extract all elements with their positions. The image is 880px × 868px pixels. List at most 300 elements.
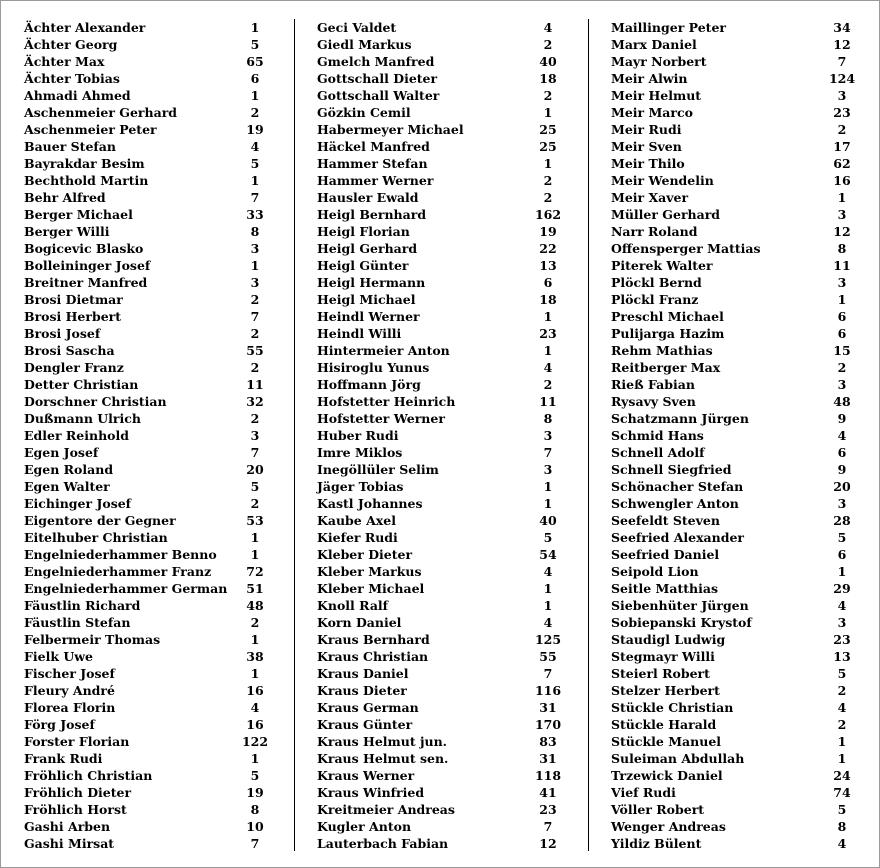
list-item (24, 631, 274, 648)
player-name: Schmid Hans (611, 428, 704, 443)
goal-count: 5 (837, 530, 847, 545)
list-item (611, 342, 856, 359)
list-item (24, 223, 274, 240)
goal-count: 2 (543, 88, 553, 103)
list-item (317, 121, 567, 138)
list-item (611, 733, 856, 750)
player-name: Müller Gerhard (611, 207, 721, 222)
player-name: Sobiepanski Krystof (611, 615, 752, 630)
goal-count: 1 (250, 258, 260, 273)
list-item (317, 495, 567, 512)
player-name: Heindl Willi (317, 326, 402, 341)
goal-count: 23 (833, 105, 851, 120)
player-name: Kraus Werner (317, 768, 415, 783)
player-name: Offensperger Mattias (611, 241, 761, 256)
goal-count: 20 (246, 462, 264, 477)
player-name: Brosi Dietmar (24, 292, 123, 307)
goal-count: 3 (250, 241, 260, 256)
goal-count: 2 (837, 122, 847, 137)
list-item (611, 325, 856, 342)
list-item (317, 393, 567, 410)
list-item (611, 240, 856, 257)
goal-count: 5 (837, 802, 847, 817)
list-item (611, 801, 856, 818)
player-name: Ächter Alexander (24, 20, 146, 35)
player-name: Bayrakdar Besim (24, 156, 145, 171)
player-name: Schönacher Stefan (611, 479, 744, 494)
player-name: Dengler Franz (24, 360, 124, 375)
player-name: Pulijarga Hazim (611, 326, 725, 341)
player-name: Meir Rudi (611, 122, 682, 137)
list-item (317, 325, 567, 342)
list-item (24, 257, 274, 274)
player-name: Vief Rudi (611, 785, 676, 800)
player-name: Stückle Manuel (611, 734, 722, 749)
list-item (611, 410, 856, 427)
list-item (611, 529, 856, 546)
list-item (24, 359, 274, 376)
goal-count: 33 (246, 207, 264, 222)
goal-count: 3 (837, 496, 847, 511)
goal-count: 7 (250, 309, 260, 324)
goal-count: 125 (534, 632, 562, 647)
goal-count: 162 (534, 207, 562, 222)
player-name: Fäustlin Stefan (24, 615, 131, 630)
goal-count: 8 (250, 802, 260, 817)
goal-count: 3 (543, 462, 553, 477)
list-item (611, 835, 856, 852)
player-name: Gmelch Manfred (317, 54, 435, 69)
goal-count: 18 (539, 71, 557, 86)
list-item (24, 172, 274, 189)
player-name: Siebenhüter Jürgen (611, 598, 749, 613)
list-item (24, 189, 274, 206)
list-item (317, 53, 567, 70)
player-name: Bechthold Martin (24, 173, 149, 188)
goal-count: 1 (543, 156, 553, 171)
goal-count: 118 (534, 768, 562, 783)
player-name: Bolleininger Josef (24, 258, 151, 273)
goal-count: 4 (543, 564, 553, 579)
list-item (317, 835, 567, 852)
player-name: Heigl Gerhard (317, 241, 418, 256)
player-name: Giedl Markus (317, 37, 412, 52)
player-name: Reitberger Max (611, 360, 721, 375)
list-item (317, 665, 567, 682)
goal-count: 124 (828, 71, 856, 86)
goal-count: 5 (250, 768, 260, 783)
list-item (317, 716, 567, 733)
player-name: Fröhlich Horst (24, 802, 127, 817)
goal-count: 170 (534, 717, 562, 732)
goal-count: 53 (246, 513, 264, 528)
player-name: Rieß Fabian (611, 377, 695, 392)
player-name: Bogicevic Blasko (24, 241, 144, 256)
player-name: Meir Thilo (611, 156, 685, 171)
player-name: Rehm Mathias (611, 343, 713, 358)
list-item (24, 53, 274, 70)
player-name: Kleber Dieter (317, 547, 413, 562)
goal-count: 1 (543, 105, 553, 120)
player-name: Brosi Sascha (24, 343, 115, 358)
player-name: Kugler Anton (317, 819, 412, 834)
player-name: Seefeldt Steven (611, 513, 720, 528)
player-name: Dorschner Christian (24, 394, 167, 409)
list-item (24, 835, 274, 852)
player-name: Kraus Günter (317, 717, 413, 732)
player-name: Aschenmeier Peter (24, 122, 157, 137)
player-name: Egen Josef (24, 445, 99, 460)
player-name: Bauer Stefan (24, 139, 116, 154)
goal-count: 1 (543, 581, 553, 596)
list-item (611, 257, 856, 274)
list-item (24, 699, 274, 716)
goal-count: 7 (543, 819, 553, 834)
goal-count: 1 (250, 547, 260, 562)
goal-count: 2 (837, 360, 847, 375)
player-name: Seipold Lion (611, 564, 699, 579)
player-name: Detter Christian (24, 377, 139, 392)
player-name: Knoll Ralf (317, 598, 389, 613)
list-item (24, 767, 274, 784)
goal-count: 1 (543, 496, 553, 511)
player-name: Edler Reinhold (24, 428, 129, 443)
list-item (24, 529, 274, 546)
list-item (24, 427, 274, 444)
goal-count: 7 (837, 54, 847, 69)
player-name: Fischer Josef (24, 666, 115, 681)
list-item (24, 750, 274, 767)
goal-count: 31 (539, 751, 557, 766)
player-name: Heigl Hermann (317, 275, 426, 290)
list-item (317, 36, 567, 53)
list-item (24, 665, 274, 682)
list-item (24, 733, 274, 750)
list-item (611, 512, 856, 529)
list-item (24, 36, 274, 53)
goal-count: 1 (837, 751, 847, 766)
goal-count: 2 (250, 615, 260, 630)
goal-count: 2 (250, 105, 260, 120)
goal-count: 83 (539, 734, 557, 749)
list-item (24, 291, 274, 308)
list-item (317, 461, 567, 478)
goal-count: 72 (246, 564, 264, 579)
list-item (317, 410, 567, 427)
list-item (611, 308, 856, 325)
goal-count: 1 (837, 190, 847, 205)
goal-count: 4 (543, 615, 553, 630)
goal-count: 5 (543, 530, 553, 545)
goal-count: 8 (837, 819, 847, 834)
goal-count: 29 (833, 581, 851, 596)
goal-count: 11 (833, 258, 851, 273)
list-item (611, 580, 856, 597)
list-item (611, 563, 856, 580)
player-name: Stelzer Herbert (611, 683, 720, 698)
list-item (24, 342, 274, 359)
list-item (317, 376, 567, 393)
list-item (317, 427, 567, 444)
goal-count: 19 (246, 122, 264, 137)
list-item (611, 172, 856, 189)
goal-count: 1 (250, 751, 260, 766)
list-item (611, 274, 856, 291)
list-item (317, 529, 567, 546)
player-name: Mayr Norbert (611, 54, 707, 69)
list-item (317, 189, 567, 206)
list-item (611, 699, 856, 716)
goal-count: 13 (833, 649, 851, 664)
player-name: Meir Marco (611, 105, 693, 120)
player-name: Meir Alwin (611, 71, 688, 86)
list-item (24, 376, 274, 393)
player-name: Plöckl Bernd (611, 275, 702, 290)
player-name: Ächter Max (24, 54, 105, 69)
list-item (611, 648, 856, 665)
player-name: Meir Sven (611, 139, 682, 154)
player-name: Dußmann Ulrich (24, 411, 141, 426)
goal-count: 4 (250, 700, 260, 715)
list-item (24, 325, 274, 342)
list-item (24, 614, 274, 631)
player-name: Fäustlin Richard (24, 598, 141, 613)
player-name: Schnell Adolf (611, 445, 705, 460)
goal-count: 13 (539, 258, 557, 273)
goal-count: 1 (543, 479, 553, 494)
list-item (317, 257, 567, 274)
player-name: Staudigl Ludwig (611, 632, 726, 647)
player-name: Hoffmann Jörg (317, 377, 421, 392)
player-name: Fröhlich Dieter (24, 785, 132, 800)
player-name: Völler Robert (611, 802, 705, 817)
goal-count: 20 (833, 479, 851, 494)
goal-count: 54 (539, 547, 557, 562)
list-item (24, 410, 274, 427)
list-item (24, 716, 274, 733)
player-name: Egen Roland (24, 462, 114, 477)
list-item (611, 155, 856, 172)
list-item (317, 750, 567, 767)
player-name: Behr Alfred (24, 190, 106, 205)
goal-count: 3 (837, 377, 847, 392)
goal-count: 3 (837, 207, 847, 222)
player-name: Hammer Stefan (317, 156, 428, 171)
list-item (317, 478, 567, 495)
goal-count: 1 (837, 734, 847, 749)
goal-count: 1 (250, 632, 260, 647)
list-item (611, 665, 856, 682)
player-name: Felbermeir Thomas (24, 632, 161, 647)
player-name: Schwengler Anton (611, 496, 739, 511)
goal-count: 17 (833, 139, 851, 154)
goal-count: 1 (837, 564, 847, 579)
list-item (317, 359, 567, 376)
player-name: Stückle Harald (611, 717, 717, 732)
goal-count: 7 (250, 445, 260, 460)
player-name: Berger Willi (24, 224, 110, 239)
player-name: Lauterbach Fabian (317, 836, 449, 851)
list-item (611, 87, 856, 104)
player-name: Inegöllüler Selim (317, 462, 439, 477)
list-item (24, 546, 274, 563)
column-divider (294, 19, 295, 851)
list-item (611, 750, 856, 767)
goal-count: 23 (539, 326, 557, 341)
goal-count: 12 (833, 224, 851, 239)
list-item (611, 53, 856, 70)
list-item (611, 121, 856, 138)
list-item (611, 546, 856, 563)
goal-count: 2 (250, 360, 260, 375)
list-item (24, 70, 274, 87)
list-item (24, 393, 274, 410)
list-item (611, 376, 856, 393)
player-name: Meir Helmut (611, 88, 702, 103)
player-name: Heigl Michael (317, 292, 416, 307)
goal-count: 3 (250, 275, 260, 290)
goal-count: 10 (246, 819, 264, 834)
list-item (317, 631, 567, 648)
column-1 (24, 19, 274, 852)
goal-count: 1 (250, 20, 260, 35)
goal-count: 3 (837, 615, 847, 630)
list-item (317, 597, 567, 614)
list-item (317, 19, 567, 36)
player-name: Kiefer Rudi (317, 530, 398, 545)
list-item (24, 19, 274, 36)
goal-count: 5 (837, 666, 847, 681)
list-item (317, 274, 567, 291)
list-item (24, 495, 274, 512)
list-item (611, 359, 856, 376)
player-name: Kraus Christian (317, 649, 429, 664)
goal-count: 38 (246, 649, 264, 664)
player-name: Eichinger Josef (24, 496, 132, 511)
goal-count: 16 (246, 683, 264, 698)
list-item (317, 172, 567, 189)
list-item (317, 342, 567, 359)
list-item (24, 784, 274, 801)
list-item (317, 444, 567, 461)
player-name: Stückle Christian (611, 700, 734, 715)
goal-count: 3 (837, 275, 847, 290)
goal-count: 48 (833, 394, 851, 409)
goal-count: 4 (837, 598, 847, 613)
goal-count: 2 (837, 717, 847, 732)
player-name: Brosi Herbert (24, 309, 122, 324)
list-item (24, 274, 274, 291)
goal-count: 4 (837, 428, 847, 443)
player-name: Seefried Daniel (611, 547, 720, 562)
list-item (611, 784, 856, 801)
list-item (317, 240, 567, 257)
list-item (611, 36, 856, 53)
goal-count: 5 (250, 37, 260, 52)
player-name: Gottschall Walter (317, 88, 440, 103)
player-name: Eitelhuber Christian (24, 530, 168, 545)
goal-count: 6 (837, 309, 847, 324)
player-name: Marx Daniel (611, 37, 697, 52)
list-item (611, 495, 856, 512)
goal-count: 48 (246, 598, 264, 613)
player-name: Steierl Robert (611, 666, 710, 681)
list-item (611, 767, 856, 784)
list-item (611, 104, 856, 121)
player-name: Kleber Markus (317, 564, 422, 579)
list-item (24, 444, 274, 461)
player-name: Habermeyer Michael (317, 122, 464, 137)
goal-count: 23 (833, 632, 851, 647)
list-item (24, 121, 274, 138)
list-item (317, 70, 567, 87)
list-item (611, 461, 856, 478)
player-name: Seefried Alexander (611, 530, 745, 545)
goal-count: 11 (539, 394, 557, 409)
goal-count: 25 (539, 139, 557, 154)
player-name: Eigentore der Gegner (24, 513, 176, 528)
list-item (317, 206, 567, 223)
player-name: Kaube Axel (317, 513, 396, 528)
player-name: Brosi Josef (24, 326, 101, 341)
player-name: Aschenmeier Gerhard (24, 105, 178, 120)
goal-count: 4 (250, 139, 260, 154)
player-name: Kraus Dieter (317, 683, 407, 698)
player-name: Jäger Tobias (317, 479, 404, 494)
list-item (611, 427, 856, 444)
list-item (317, 648, 567, 665)
player-name: Heigl Günter (317, 258, 409, 273)
list-item (611, 19, 856, 36)
player-name: Seitle Matthias (611, 581, 719, 596)
player-name: Heigl Florian (317, 224, 410, 239)
goal-count: 28 (833, 513, 851, 528)
goal-count: 40 (539, 513, 557, 528)
list-item (317, 767, 567, 784)
player-name: Heigl Bernhard (317, 207, 427, 222)
player-name: Kraus Winfried (317, 785, 425, 800)
player-name: Preschl Michael (611, 309, 724, 324)
player-name: Korn Daniel (317, 615, 402, 630)
list-item (317, 563, 567, 580)
goal-count: 31 (539, 700, 557, 715)
player-name: Häckel Manfred (317, 139, 430, 154)
list-item (611, 291, 856, 308)
goal-count: 7 (543, 445, 553, 460)
goal-count: 11 (246, 377, 264, 392)
list-item (317, 308, 567, 325)
player-name: Kraus Bernhard (317, 632, 430, 647)
goal-count: 2 (250, 326, 260, 341)
goal-count: 12 (539, 836, 557, 851)
player-name: Kraus Helmut jun. (317, 734, 448, 749)
goal-count: 8 (250, 224, 260, 239)
player-name: Förg Josef (24, 717, 95, 732)
goal-count: 3 (250, 428, 260, 443)
goal-count: 12 (833, 37, 851, 52)
player-name: Egen Walter (24, 479, 110, 494)
player-name: Gashi Mirsat (24, 836, 115, 851)
list-item (24, 240, 274, 257)
goal-count: 1 (250, 88, 260, 103)
goal-count: 5 (250, 479, 260, 494)
list-item (611, 631, 856, 648)
list-item (611, 614, 856, 631)
list-item (317, 87, 567, 104)
player-name: Ächter Tobias (24, 71, 120, 86)
goal-count: 16 (246, 717, 264, 732)
goal-count: 2 (250, 292, 260, 307)
